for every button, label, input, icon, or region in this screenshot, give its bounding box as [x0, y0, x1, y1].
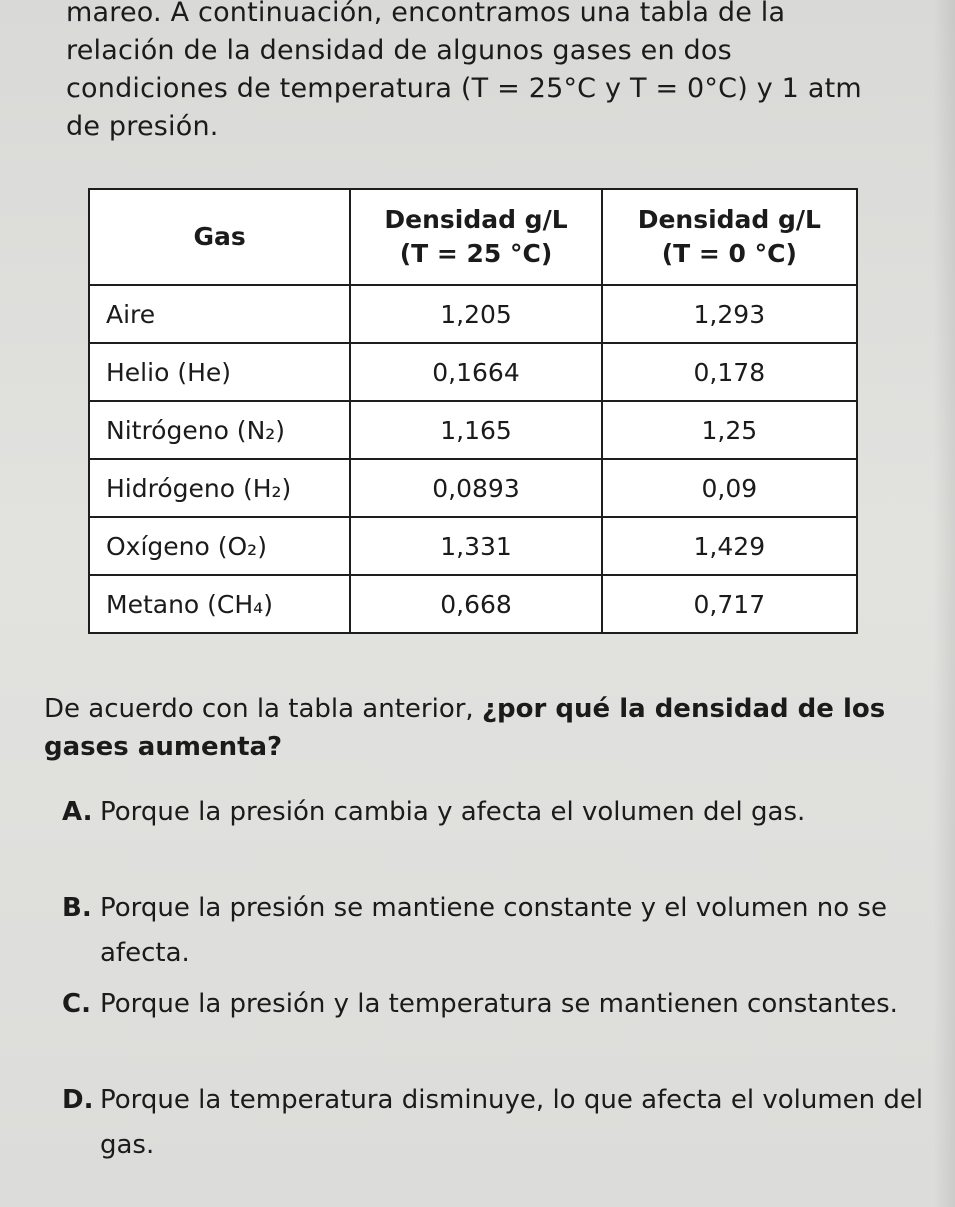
cell-density-0: 1,429	[602, 517, 857, 575]
question-bold: ¿por qué la densidad de los gases aumenta?	[44, 694, 886, 762]
header-gas: Gas	[89, 189, 350, 285]
cell-density-25: 0,668	[350, 575, 601, 633]
cell-gas: Oxígeno (O₂)	[89, 517, 350, 575]
option-b[interactable]	[62, 886, 930, 976]
page-edge-shadow	[933, 0, 955, 1207]
cell-gas: Helio (He)	[89, 343, 350, 401]
header-density-25-line1: Densidad g/L	[384, 205, 568, 234]
cell-density-0: 1,25	[602, 401, 857, 459]
option-letter: A.	[62, 797, 93, 827]
cell-density-25: 1,331	[350, 517, 601, 575]
option-c[interactable]	[62, 982, 930, 1027]
table-row	[89, 343, 857, 401]
header-density-25-line2: (T = 25 °C)	[399, 239, 553, 268]
option-a[interactable]	[62, 790, 930, 835]
intro-text: mareo. A continuación, encontramos una tabla de la relación de la densidad de algunos gases en dos condiciones de temperatura (T = 25°C y T = 0°C) y 1 atm de presión.	[66, 0, 862, 142]
cell-gas: Hidrógeno (H₂)	[89, 459, 350, 517]
cell-density-25: 0,0893	[350, 459, 601, 517]
table-row	[89, 459, 857, 517]
table-row	[89, 575, 857, 633]
option-letter: B.	[62, 893, 92, 923]
cell-density-25: 1,205	[350, 285, 601, 343]
cell-density-0: 0,178	[602, 343, 857, 401]
cell-gas: Nitrógeno (N₂)	[89, 401, 350, 459]
header-density-0-line2: (T = 0 °C)	[661, 239, 797, 268]
option-text: Porque la temperatura disminuye, lo que afecta el volumen del gas.	[100, 1085, 924, 1160]
header-density-0	[602, 189, 857, 285]
cell-density-0: 0,09	[602, 459, 857, 517]
table-row	[89, 517, 857, 575]
gas-density-table	[88, 188, 858, 634]
table-header-row	[89, 189, 857, 285]
question-prompt	[44, 690, 924, 766]
cell-density-25: 0,1664	[350, 343, 601, 401]
cell-density-25: 1,165	[350, 401, 601, 459]
cell-density-0: 1,293	[602, 285, 857, 343]
header-density-25	[350, 189, 601, 285]
table-row	[89, 401, 857, 459]
option-text: Porque la presión y la temperatura se mantienen constantes.	[100, 989, 898, 1019]
header-density-0-line1: Densidad g/L	[637, 205, 821, 234]
cell-density-0: 0,717	[602, 575, 857, 633]
intro-paragraph	[66, 0, 896, 146]
option-d[interactable]	[62, 1078, 930, 1168]
table-row	[89, 285, 857, 343]
question-plain: De acuerdo con la tabla anterior,	[44, 694, 482, 724]
option-letter: C.	[62, 989, 91, 1019]
cell-gas: Aire	[89, 285, 350, 343]
option-text: Porque la presión cambia y afecta el volumen del gas.	[100, 797, 806, 827]
cell-gas: Metano (CH₄)	[89, 575, 350, 633]
option-text: Porque la presión se mantiene constante y el volumen no se afecta.	[100, 893, 887, 968]
option-letter: D.	[62, 1085, 94, 1115]
